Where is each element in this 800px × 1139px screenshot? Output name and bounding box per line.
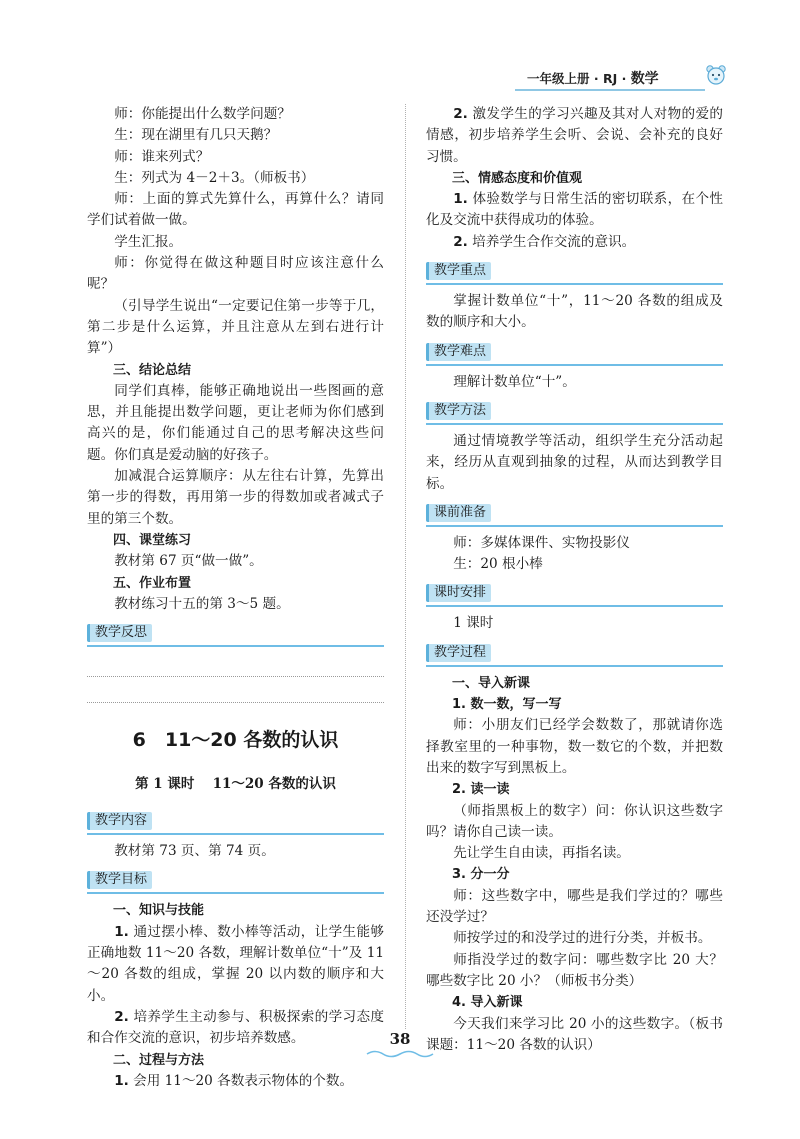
item-text: 激发学生的学习兴趣及其对人对物的爱的情感，初步培养学生会听、会说、会补充的良好习惯。 — [426, 106, 723, 165]
page-header — [515, 66, 727, 88]
paragraph: 师：上面的算式先算什么，再算什么？请同学们试着做一做。 — [87, 191, 384, 229]
numbered-item — [87, 1071, 384, 1092]
item-number: 1. — [453, 191, 468, 208]
section-heading: 三、结论总结 — [113, 362, 192, 378]
paragraph: 先让学生自由读，再指名读。 — [453, 845, 630, 862]
lesson-title: 第 1 课时 11～20 各数的认识 — [135, 776, 336, 793]
item-text: 通过摆小棒、数小棒等活动，让学生能够正确地数 11～20 各数，理解计数单位“十”及 11～20 各数的组成，掌握 20 以内数的顺序和大小。 — [87, 923, 384, 1004]
header-title — [527, 68, 659, 88]
tag-method — [426, 400, 723, 425]
bear-icon — [705, 64, 727, 86]
tag-label: 教学重点 — [426, 262, 491, 280]
section-heading: 四、课堂练习 — [113, 532, 192, 548]
tag-label: 课时安排 — [426, 584, 491, 602]
step-heading: 1. 数一数，写一写 — [452, 697, 562, 713]
paragraph: 1 课时 — [453, 615, 494, 632]
right-column — [426, 104, 723, 1056]
paragraph: 师：多媒体课件、实物投影仪 — [453, 534, 630, 551]
step-heading: 4. 导入新课 — [452, 995, 523, 1011]
tag-label: 课前准备 — [426, 504, 491, 522]
paragraph: （师指黑板上的数字）问：你认识这些数字吗？请你自己读一读。 — [426, 802, 723, 840]
tag-rule — [426, 665, 723, 667]
tag-label: 教学过程 — [426, 644, 491, 662]
paragraph: 师指没学过的数字问：哪些数字比 20 大？哪些数字比 20 小？（师板书分类） — [426, 951, 723, 989]
tag-label: 教学方法 — [426, 402, 491, 420]
tag-preparation — [426, 502, 723, 527]
item-text: 体验数学与日常生活的密切联系，在个性化及交流中获得成功的体验。 — [426, 191, 723, 229]
item-text: 会用 11～20 各数表示物体的个数。 — [128, 1072, 354, 1089]
wave-ornament-icon — [365, 1048, 435, 1058]
tag-rule — [426, 525, 723, 527]
numbered-item — [426, 104, 723, 168]
item-number: 1. — [114, 1072, 129, 1089]
item-number: 2. — [453, 106, 468, 122]
section-heading: 一、导入新课 — [452, 675, 531, 691]
paragraph: 掌握计数单位“十”，11～20 各数的组成及数的顺序和大小。 — [426, 293, 723, 331]
paragraph: 师：谁来列式？ — [114, 148, 210, 165]
tag-label: 教学反思 — [87, 624, 152, 642]
tag-label: 教学内容 — [87, 812, 152, 830]
item-number: 1. — [114, 923, 129, 940]
numbered-item — [87, 922, 384, 1007]
tag-content — [87, 810, 384, 835]
paragraph: 通过情境教学等活动，组织学生充分活动起来，经历从直观到抽象的过程，从而达到教学目标。 — [426, 432, 723, 492]
tag-rule — [87, 833, 384, 835]
tag-teaching-process — [426, 642, 723, 667]
tag-label: 教学难点 — [426, 343, 491, 361]
tag-rule — [426, 364, 723, 366]
section-heading: 二、过程与方法 — [113, 1052, 205, 1068]
paragraph: 学生汇报。 — [114, 233, 183, 250]
paragraph: 今天我们来学习比 20 小的这些数字。（板书课题：11～20 各数的认识） — [426, 1015, 723, 1053]
tag-reflection — [87, 622, 384, 647]
paragraph: （引导学生说出“一定要记住第一步等于几，第二步是什么运算，并且注意从左到右进行计算”） — [87, 297, 384, 357]
tag-rule — [426, 423, 723, 425]
step-heading: 3. 分一分 — [452, 867, 510, 883]
left-column — [87, 104, 384, 1092]
paragraph: 师：你能提出什么数学问题？ — [114, 106, 291, 122]
tag-key-points — [426, 260, 723, 285]
tag-schedule — [426, 582, 723, 607]
paragraph: 教材第 67 页“做一做”。 — [114, 553, 263, 570]
step-heading: 2. 读一读 — [452, 782, 510, 798]
tag-rule — [87, 892, 384, 894]
page-footer — [0, 1030, 800, 1058]
paragraph: 生：20 根小棒 — [453, 556, 543, 573]
header-rule — [515, 89, 705, 91]
section-heading: 三、情感态度和价值观 — [452, 170, 583, 186]
paragraph: 教材第 73 页、第 74 页。 — [114, 843, 275, 860]
paragraph: 师：这些数字中，哪些是我们学过的？哪些还没学过？ — [426, 887, 723, 926]
tag-rule — [426, 283, 723, 285]
chapter-title: 6 11～20 各数的认识 — [132, 729, 339, 752]
item-text: 培养学生主动参与、积极探索的学习态度和合作交流的意识，初步培养数感。 — [87, 1008, 384, 1047]
paragraph: 生：列式为 4－2＋3。（师板书） — [114, 169, 315, 186]
tag-rule — [87, 645, 384, 647]
paragraph: 同学们真棒，能够正确地说出一些图画的意思，并且能提出数学问题，更让老师为你们感到高兴的是，你们能通过自己的思考解决这些问题。你们真是爱动脑的好孩子。 — [87, 382, 384, 463]
tag-difficulties — [426, 341, 723, 366]
paragraph: 理解计数单位“十”。 — [453, 373, 576, 390]
column-divider — [405, 104, 406, 1029]
item-text: 培养学生合作交流的意识。 — [467, 233, 636, 250]
section-heading: 一、知识与技能 — [113, 903, 205, 919]
header-grade: 一年级上册 · RJ · — [527, 71, 631, 86]
paragraph: 教材练习十五的第 3～5 题。 — [114, 595, 290, 612]
tag-goals — [87, 869, 384, 894]
page-number: 38 — [389, 1030, 411, 1048]
item-number: 2. — [114, 1008, 129, 1025]
paragraph: 师：小朋友们已经学会数数了，那就请你选择教室里的一种事物，数一数它的个数，并把数出来的数字写到黑板上。 — [426, 717, 723, 776]
paragraph: 师：你觉得在做这种题目时应该注意什么呢？ — [87, 255, 384, 293]
tag-rule — [426, 605, 723, 607]
header-subject: 数学 — [630, 71, 659, 87]
section-heading: 五、作业布置 — [113, 575, 192, 591]
numbered-item — [426, 232, 723, 253]
paragraph: 师按学过的和没学过的进行分类，并板书。 — [453, 930, 712, 947]
tag-label: 教学目标 — [87, 871, 152, 889]
numbered-item — [426, 189, 723, 232]
paragraph: 加减混合运算顺序：从左往右计算，先算出第一步的得数，再用第一步的得数加或者减式子里的第三个数。 — [87, 468, 384, 527]
paragraph: 生：现在湖里有几只天鹅？ — [114, 127, 278, 144]
item-number: 2. — [453, 233, 468, 250]
